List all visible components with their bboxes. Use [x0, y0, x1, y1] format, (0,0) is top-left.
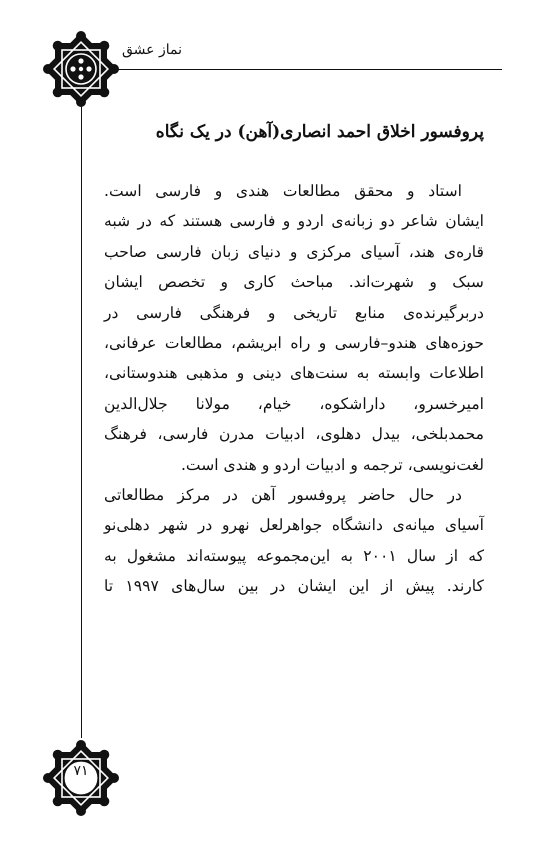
page-number: ۷۱ — [73, 763, 89, 779]
article-content — [104, 118, 484, 602]
article-body — [104, 176, 484, 602]
paragraph-2-line: که از سال ۲۰۰۱ به این‌مجموعه پیوسته‌اند مشغول به — [104, 546, 484, 565]
paragraph-1-line: امیرخسرو، داراشکوه، خیام، مولانا جلال‌الدین — [104, 394, 484, 413]
paragraph-1-line: استاد و محقق مطالعات هندی و فارسی است. — [104, 182, 462, 200]
paragraph-1-line: حوزه‌های هندو–فارسی و راه ابریشم، مطالعات عرفانی، — [104, 334, 484, 353]
paragraph-2-line: در حال حاضر پروفسور آهن در مرکز مطالعاتی — [104, 486, 462, 505]
running-header-title: نماز عشق — [122, 42, 182, 58]
paragraph-1-line: لغت‌نویسی، ترجمه و ادبیات اردو و هندی است. — [180, 455, 484, 474]
paragraph-1-line: قاره‌ی هند، آسیای مرکزی و دنیای زبان فارسی صاحب — [104, 242, 484, 261]
article-title: پروفسور اخلاق احمد انصاری(آهن) در یک نگاه — [155, 122, 484, 142]
paragraph-1-line: اطلاعات وابسته به سنت‌های دینی و مذهبی هندوستانی، — [104, 364, 484, 383]
paragraph-2-line: کارند. پیش از این ایشان در بین سال‌های ۱۹۹۷ تا — [104, 577, 484, 596]
paragraph-1-line: دربرگیرنده‌ی منابع تاریخی و فرهنگی فارسی در — [104, 303, 484, 322]
paragraph-1-line: سبک و شهرت‌اند. مباحث کاری و تخصص ایشان — [104, 273, 484, 292]
paragraph-2-line: آسیای میانه‌ی دانشگاه جواهرلعل نهرو در شهر دهلی‌نو — [104, 516, 484, 535]
paragraph-1-line: محمدبلخی، بیدل دهلوی، ادبیات مدرن فارسی، فرهنگ — [104, 425, 484, 444]
header-rule — [82, 69, 502, 70]
paragraph-1-line: ایشان شاعر دو زبانه‌ی اردو و فارسی هستند که در شبه — [104, 212, 484, 231]
floral-star-ornament-icon — [41, 29, 121, 109]
margin-rule — [81, 98, 82, 738]
